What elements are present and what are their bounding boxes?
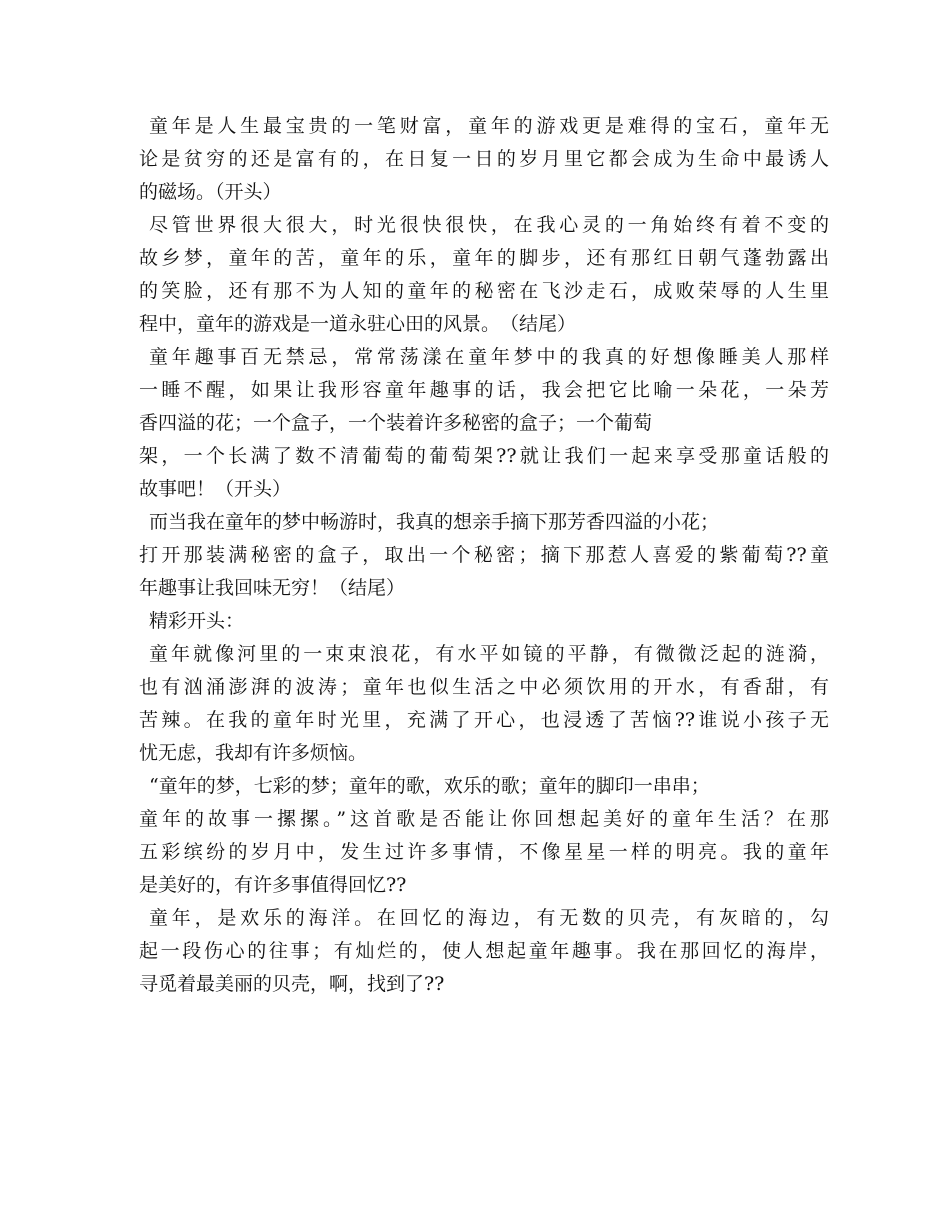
text-line: 故事吧！（开头） [139, 478, 292, 500]
text-line: 起一段伤心的往事；有灿烂的，使人想起童年趣事。我在那回忆的海岸， [139, 940, 829, 962]
text-line: 五彩缤纷的岁月中，发生过许多事情，不像星星一样的明亮。我的童年 [139, 841, 829, 863]
text-line: 程中，童年的游戏是一道永驻心田的风景。 （结尾） [139, 313, 577, 335]
text-line: 童年的故事一摞摞。”这首歌是否能让你回想起美好的童年生活？在那 [139, 808, 829, 830]
text-line: 而当我在童年的梦中畅游时，我真的想亲手摘下那芳香四溢的小花； [149, 511, 720, 533]
text-line: 忧无虑，我却有许多烦恼。 [139, 742, 368, 764]
text-line: 寻觅着最美丽的贝壳，啊，找到了?? [139, 973, 445, 995]
section-heading: 精彩开头： [149, 610, 245, 632]
text-line: 的磁场。（开头） [139, 181, 282, 203]
text-line: 故乡梦，童年的苦，童年的乐，童年的脚步，还有那红日朝气蓬勃露出 [139, 247, 829, 269]
text-line: 童年就像河里的一束束浪花，有水平如镜的平静，有微微泛起的涟漪， [149, 643, 829, 665]
text-line: 年趣事让我回味无穷！（结尾） [139, 577, 406, 599]
text-line: 一睡不醒，如果让我形容童年趣事的话，我会把它比喻一朵花，一朵芳 [139, 379, 829, 401]
text-line: 的笑脸，还有那不为人知的童年的秘密在飞沙走石，成败荣辱的人生里 [139, 280, 829, 302]
text-line: 架，一个长满了数不清葡萄的葡萄架??就让我们一起来享受那童话般的 [139, 445, 829, 467]
text-line: 童年是人生最宝贵的一笔财富，童年的游戏更是难得的宝石，童年无 [149, 115, 829, 137]
text-line: 尽管世界很大很大，时光很快很快，在我心灵的一角始终有着不变的 [149, 214, 829, 236]
text-line: “童年的梦，七彩的梦；童年的歌，欢乐的歌；童年的脚印一串串； [149, 775, 710, 797]
text-line: 打开那装满秘密的盒子，取出一个秘密；摘下那惹人喜爱的紫葡萄??童 [139, 544, 829, 566]
document-page [139, 110, 829, 1001]
text-line: 是美好的，有许多事值得回忆?? [139, 874, 407, 896]
text-line: 苦辣。在我的童年时光里，充满了开心，也浸透了苦恼??谁说小孩子无 [139, 709, 829, 731]
text-line: 童年趣事百无禁忌，常常荡漾在童年梦中的我真的好想像睡美人那样 [149, 346, 829, 368]
text-line: 也有汹涌澎湃的波涛；童年也似生活之中必须饮用的开水，有香甜，有 [139, 676, 829, 698]
text-line: 论是贫穷的还是富有的，在日复一日的岁月里它都会成为生命中最诱人 [139, 148, 829, 170]
text-line: 香四溢的花；一个盒子，一个装着许多秘密的盒子；一个葡萄 [139, 412, 653, 434]
text-line: 童年，是欢乐的海洋。在回忆的海边，有无数的贝壳，有灰暗的，勾 [149, 907, 829, 929]
